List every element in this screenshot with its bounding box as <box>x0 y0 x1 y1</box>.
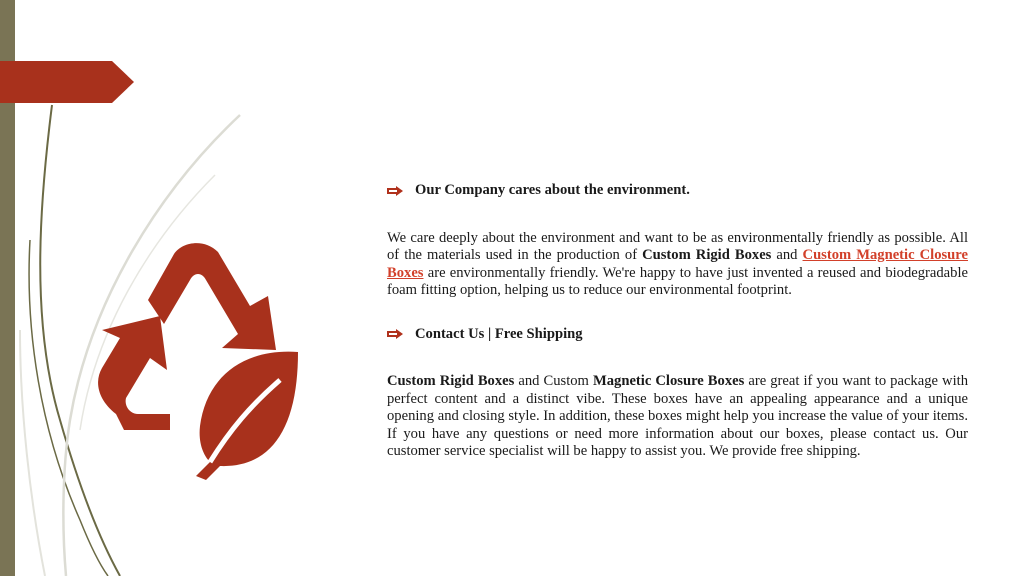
section-heading-environment <box>387 182 968 200</box>
para-text: are environmentally friendly. We're happy to have just invented a reused and biodegradable foam fitting option, helping us to reduce our environmental footprint. <box>387 264 968 298</box>
bold-product-name: Custom Rigid Boxes <box>387 373 515 389</box>
arrow-bullet-icon <box>387 329 403 339</box>
para-text: We care deeply about the environment and want to be as environmentally friendly as possible. All of the materials used in the production of <box>387 229 968 263</box>
heading-text: Our Company cares about the environment. <box>415 182 690 198</box>
bold-product-name: Magnetic Closure Boxes <box>592 373 745 389</box>
bold-product-name: Custom Rigid Boxes <box>642 247 772 263</box>
arrow-bullet-icon <box>387 186 403 196</box>
section-heading-contact <box>387 326 968 344</box>
para-text: and <box>771 247 803 263</box>
contact-paragraph <box>387 373 968 461</box>
para-text: and Custom <box>514 373 593 389</box>
magnetic-closure-boxes-link[interactable]: Custom Magnetic Closure Boxes <box>387 247 968 281</box>
environment-paragraph <box>387 230 968 300</box>
content-area <box>387 182 968 461</box>
title-accent-tab <box>0 61 134 103</box>
heading-text: Contact Us | Free Shipping <box>415 325 583 342</box>
para-text: are great if you want to package with perfect content and a distinct vibe. These boxes have an appealing appearance and a unique opening and closing style. In addition, these boxes might help you increase the value of your items. If you have any questions or need more information about our boxes, please contact us. Our customer service specialist will be happy to assist you. We provide free shipping. <box>387 373 968 459</box>
recycle-leaf-icon <box>70 230 320 480</box>
